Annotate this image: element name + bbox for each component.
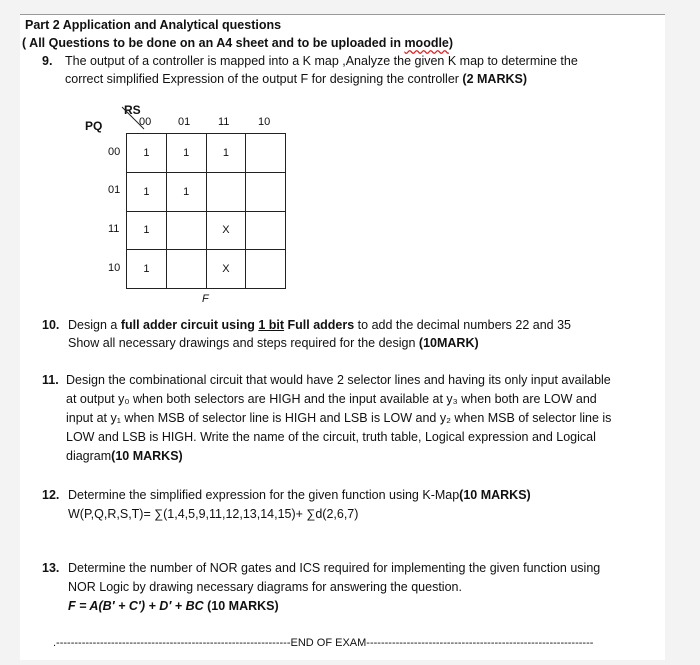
q11-l5-text: diagram — [66, 449, 112, 463]
instructions-prefix: ( All Questions to be done on an A4 sheet and to be uploaded in — [22, 36, 405, 50]
kmap-cell: 1 — [127, 250, 167, 289]
q11-line4: LOW and LSB is HIGH. Write the name of the circuit, truth table, Logical expression and Logical — [66, 430, 596, 444]
kmap-row — [127, 250, 286, 289]
q10-line1 — [68, 317, 571, 333]
part-heading: Part 2 Application and Analytical questions — [25, 18, 282, 32]
kmap-row-label-10: 10 — [108, 262, 121, 274]
end-of-exam-text: END OF EXAM — [290, 637, 367, 649]
q9-line2-text: correct simplified Expression of the output F for designing the controller — [65, 72, 463, 86]
instructions — [22, 35, 453, 51]
kmap-col-label-10: 10 — [258, 116, 271, 128]
q11-line1: Design the combinational circuit that would have 2 selector lines and having its only input available — [66, 373, 611, 387]
kmap-cell — [206, 172, 246, 211]
q13-line1: Determine the number of NOR gates and ICS required for implementing the given function using — [68, 561, 601, 575]
kmap-cell: 1 — [127, 211, 167, 250]
q13-number: 13. — [42, 561, 60, 575]
kmap-row-variable: PQ — [85, 119, 103, 133]
kmap-cell — [246, 172, 286, 211]
q12-function: W(P,Q,R,S,T)= ∑(1,4,5,9,11,12,13,14,15)+ ∑d(2,6,7) — [68, 507, 359, 521]
q10-l1-e: to add the decimal numbers 22 and 35 — [354, 318, 572, 332]
end-of-exam-line — [53, 637, 641, 649]
q10-l1-a: Design a — [68, 318, 121, 332]
q9-line2 — [65, 71, 527, 87]
q9-number: 9. — [42, 54, 53, 68]
kmap-col-variable: RS — [124, 103, 141, 117]
q12-l1-text: Determine the simplified expression for the given function using K-Map — [68, 488, 460, 502]
q12-line1 — [68, 487, 531, 503]
kmap-col-label-01: 01 — [178, 116, 191, 128]
instructions-suffix: ) — [448, 36, 454, 50]
kmap-row-label-00: 00 — [108, 146, 121, 158]
q11-line3: input at y₁ when MSB of selector line is HIGH and LSB is LOW and y₂ when MSB of selector line is — [66, 411, 612, 425]
kmap-cell: 1 — [166, 134, 206, 173]
exam-page — [20, 14, 665, 660]
q10-l1-c: 1 bit — [258, 318, 285, 332]
q10-marks: (10MARK) — [418, 336, 479, 350]
kmap-row-label-11: 11 — [108, 223, 120, 235]
kmap-output-label: F — [202, 293, 209, 305]
kmap-row-label-01: 01 — [108, 184, 121, 196]
kmap-row — [127, 172, 286, 211]
kmap-grid — [126, 133, 286, 289]
kmap-cell: X — [206, 250, 246, 289]
q12-number: 12. — [42, 488, 60, 502]
kmap-col-label-00: 00 — [139, 116, 152, 128]
kmap-row — [127, 211, 286, 250]
kmap-col-label-11: 11 — [218, 116, 230, 128]
end-trail-dashes: -------------------------------------------------------------- — [366, 637, 594, 649]
q9-line1: The output of a controller is mapped into a K map ,Analyze the given K map to determine the — [65, 54, 578, 68]
kmap-cell: X — [206, 211, 246, 250]
q11-number: 11. — [42, 373, 59, 387]
kmap-cell — [246, 250, 286, 289]
q10-l1-d: Full adders — [284, 318, 355, 332]
end-lead-dashes: .---------------------------------------------------------------- — [53, 637, 291, 649]
kmap-cell: 1 — [127, 172, 167, 211]
moodle-word: moodle — [404, 36, 449, 50]
kmap-row — [127, 134, 286, 173]
q10-l1-b: full adder circuit using — [120, 318, 259, 332]
kmap-cell: 1 — [166, 172, 206, 211]
q11-marks: (10 MARKS) — [111, 449, 183, 463]
kmap-cell: 1 — [127, 134, 167, 173]
q13-expression: F = A(B′ + C′) + D′ + BC — [68, 599, 204, 613]
q13-line2: NOR Logic by drawing necessary diagrams for answering the question. — [68, 580, 462, 594]
q11-line2: at output y₀ when both selectors are HIGH and the input available at y₃ when both are LOW and — [66, 392, 597, 406]
kmap-cell: 1 — [206, 134, 246, 173]
kmap-cell — [246, 134, 286, 173]
q10-number: 10. — [42, 318, 60, 332]
q9-marks: (2 MARKS) — [462, 72, 528, 86]
q10-line2 — [68, 335, 479, 351]
q13-marks: (10 MARKS) — [203, 599, 279, 613]
q11-line5 — [66, 448, 183, 464]
q13-line3 — [68, 598, 279, 614]
q12-marks: (10 MARKS) — [459, 488, 531, 502]
kmap-cell — [246, 211, 286, 250]
kmap-cell — [166, 211, 206, 250]
kmap-cell — [166, 250, 206, 289]
q10-l2-text: Show all necessary drawings and steps required for the design — [68, 336, 419, 350]
